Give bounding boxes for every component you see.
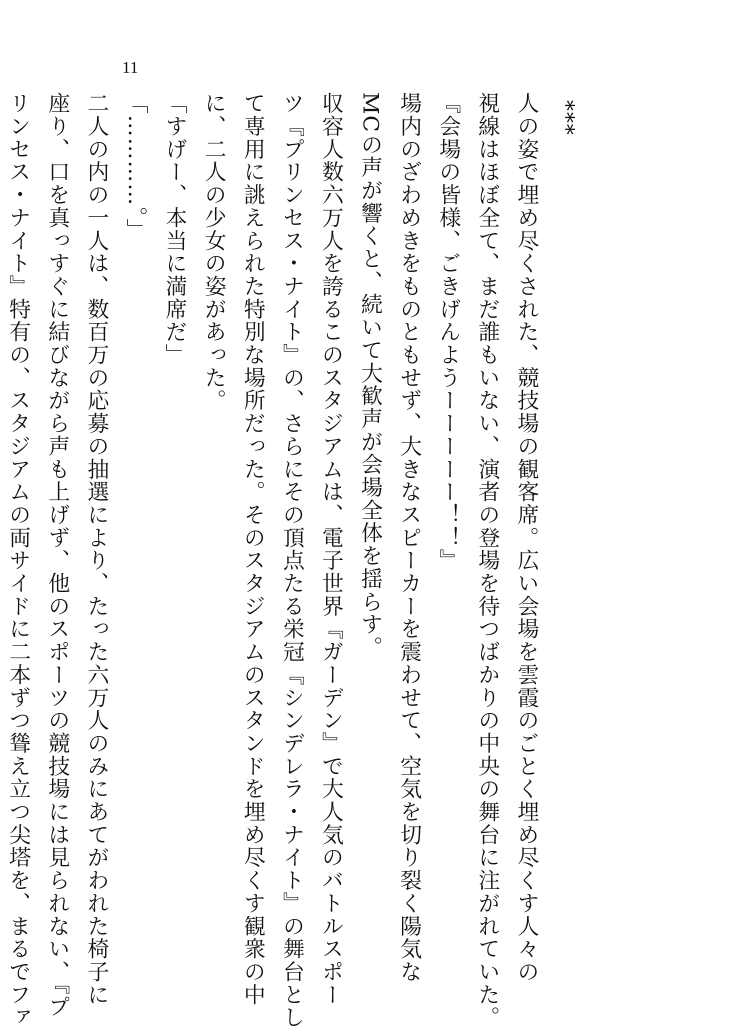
text-column: 『会場の皆様、ごきげんようーーーーー！！』 [435, 92, 461, 572]
text-column: 場内のざわめきをものともせず、大きなスピーカーを震わせて、空気を切り裂く陽気な [396, 92, 422, 984]
text-column: 収容人数六万人を誇るこのスタジアムは、電子世界『ガーデン』で大人気のバトルスポー [318, 92, 344, 1006]
text-column: 「…………。」 [122, 92, 148, 242]
text-column: 人の姿で埋め尽くされた、競技場の観客席。広い会場を雲霞のごとく埋め尽くす人々の [513, 92, 539, 984]
text-column: MCの声が響くと、続いて大歓声が会場全体を揺らす。 [357, 92, 383, 659]
text-column: 二人の内の一人は、数百万の応募の抽選により、たった六万人のみにあてがわれた椅子に [83, 92, 109, 1006]
scene-separator: *** [553, 100, 578, 136]
text-column: に、二人の少女の姿があった。 [201, 92, 227, 412]
text-column: リンセス・ナイト』特有の、スタジアムの両サイドに二本ずつ聳え立つ尖塔を、まるでファ [5, 92, 31, 1029]
text-column: 座り、口を真っすぐに結びながら声も上げず、他のスポーツの競技場には見られない、『プ [44, 92, 70, 1018]
text-column: て専用に誂えられた特別な場所だった。そのスタジアムのスタンドを埋め尽くす観衆の中 [240, 92, 266, 1006]
text-column: 視線はほぼ全て、まだ誰もいない、演者の登場を待つばかりの中央の舞台に注がれていた。 [474, 92, 500, 1029]
text-column: 「すげー、本当に満席だ」 [162, 92, 188, 367]
vertical-body-text [0, 92, 585, 1029]
text-column: ツ『プリンセス・ナイト』の、さらにその頂点たる栄冠『シンデレラ・ナイト』の舞台とし [279, 92, 305, 1029]
page-number: 11 [122, 58, 139, 77]
